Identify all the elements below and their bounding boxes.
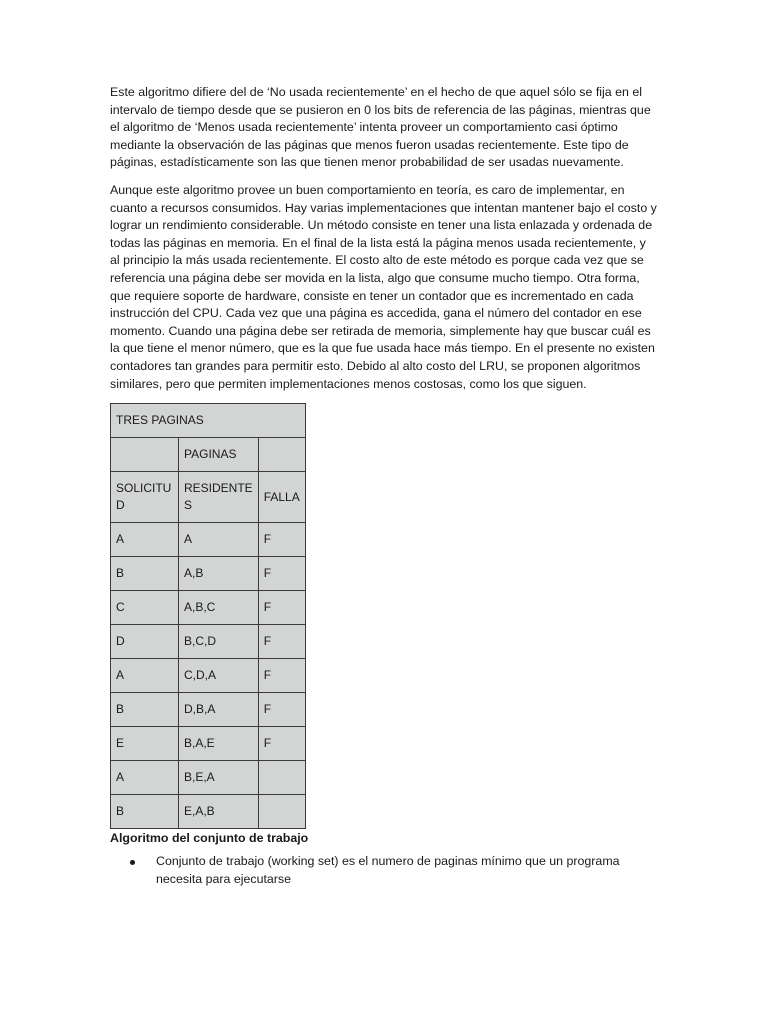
cell-falla: F	[258, 659, 305, 693]
cell-falla: F	[258, 591, 305, 625]
cell-solicitud: A	[111, 761, 179, 795]
cell-residentes: B,C,D	[179, 625, 259, 659]
header-solicitud: SOLICITU D	[111, 472, 179, 523]
cell-residentes: E,A,B	[179, 795, 259, 829]
header-falla: FALLA	[258, 472, 305, 523]
cell-solicitud: B	[111, 557, 179, 591]
cell-solicitud: E	[111, 727, 179, 761]
document-page	[110, 84, 658, 888]
cell-falla	[258, 761, 305, 795]
section-heading: Algoritmo del conjunto de trabajo	[110, 831, 309, 846]
cell-residentes: C,D,A	[179, 659, 259, 693]
cell-residentes: D,B,A	[179, 693, 259, 727]
table-row	[111, 659, 306, 693]
cell-solicitud: C	[111, 591, 179, 625]
cell-residentes: A	[179, 523, 259, 557]
cell-residentes: B,A,E	[179, 727, 259, 761]
table-row	[111, 693, 306, 727]
cell-falla: F	[258, 557, 305, 591]
paragraph-2: Aunque este algoritmo provee un buen comportamiento en teoría, es caro de implementar, en cuanto a recursos consumidos. Hay varias implementaciones que intentan mantener bajo el costo y lograr un rendimiento considerable. Un método consiste en tener una lista enlazada y ordenada de todas las páginas en memoria. En el final de la lista está la página menos usada recientemente, y al principio la más usada recientemente. El costo alto de este método es porque cada vez que se referencia una página debe ser movida en la lista, algo que consume mucho tiempo. Otra forma, que requiere soporte de hardware, consiste en tener un contador que es incrementado en cada instrucción del CPU. Cada vez que una página es accedida, gana el número del contador en ese momento. Cuando una página debe ser retirada de memoria, simplemente hay que buscar cuál es la que tiene el menor número, que es la que fue usada hace más tiempo. En el presente no existen contadores tan grandes para permitir esto. Debido al alto costo del LRU, se proponen algoritmos similares, pero que permiten implementaciones menos costosas, como los que siguen.	[110, 182, 657, 391]
paragraph-1: Este algoritmo difiere del de ‘No usada recientemente’ en el hecho de que aquel sólo se fija en el intervalo de tiempo desde que se pusieron en 0 los bits de referencia de las páginas, mientras que el algoritmo de ‘Menos usada recientemente’ intenta proveer un comportamiento casi óptimo mediante la observación de las páginas que menos fueron usadas recientemente. Este tipo de páginas, estadísticamente son las que tienen menor probabilidad de ser usadas nuevamente.	[110, 85, 651, 170]
cell-solicitud: A	[111, 523, 179, 557]
list-item	[110, 853, 658, 888]
cell-residentes: A,B	[179, 557, 259, 591]
cell-residentes: A,B,C	[179, 591, 259, 625]
cell-residentes: B,E,A	[179, 761, 259, 795]
table-row	[111, 625, 306, 659]
cell-solicitud: A	[111, 659, 179, 693]
cell-falla	[258, 795, 305, 829]
header-residentes: RESIDENTE S	[179, 472, 259, 523]
table-row	[111, 591, 306, 625]
cell-falla: F	[258, 625, 305, 659]
cell-falla: F	[258, 727, 305, 761]
empty-cell	[111, 438, 179, 472]
table-row	[111, 523, 306, 557]
bullet-text: Conjunto de trabajo (working set) es el numero de paginas mínimo que un programa necesita para ejecutarse	[156, 854, 620, 886]
empty-cell	[258, 438, 305, 472]
table-row	[111, 727, 306, 761]
table-row	[111, 761, 306, 795]
sub-header-paginas: PAGINAS	[179, 438, 259, 472]
table-row	[111, 557, 306, 591]
cell-solicitud: B	[111, 795, 179, 829]
cell-falla: F	[258, 523, 305, 557]
cell-falla: F	[258, 693, 305, 727]
bullet-icon	[130, 860, 135, 865]
page-replacement-table	[110, 403, 306, 829]
table-title: TRES PAGINAS	[111, 404, 306, 438]
cell-solicitud: B	[111, 693, 179, 727]
table-row	[111, 795, 306, 829]
bullet-list	[110, 853, 658, 888]
cell-solicitud: D	[111, 625, 179, 659]
